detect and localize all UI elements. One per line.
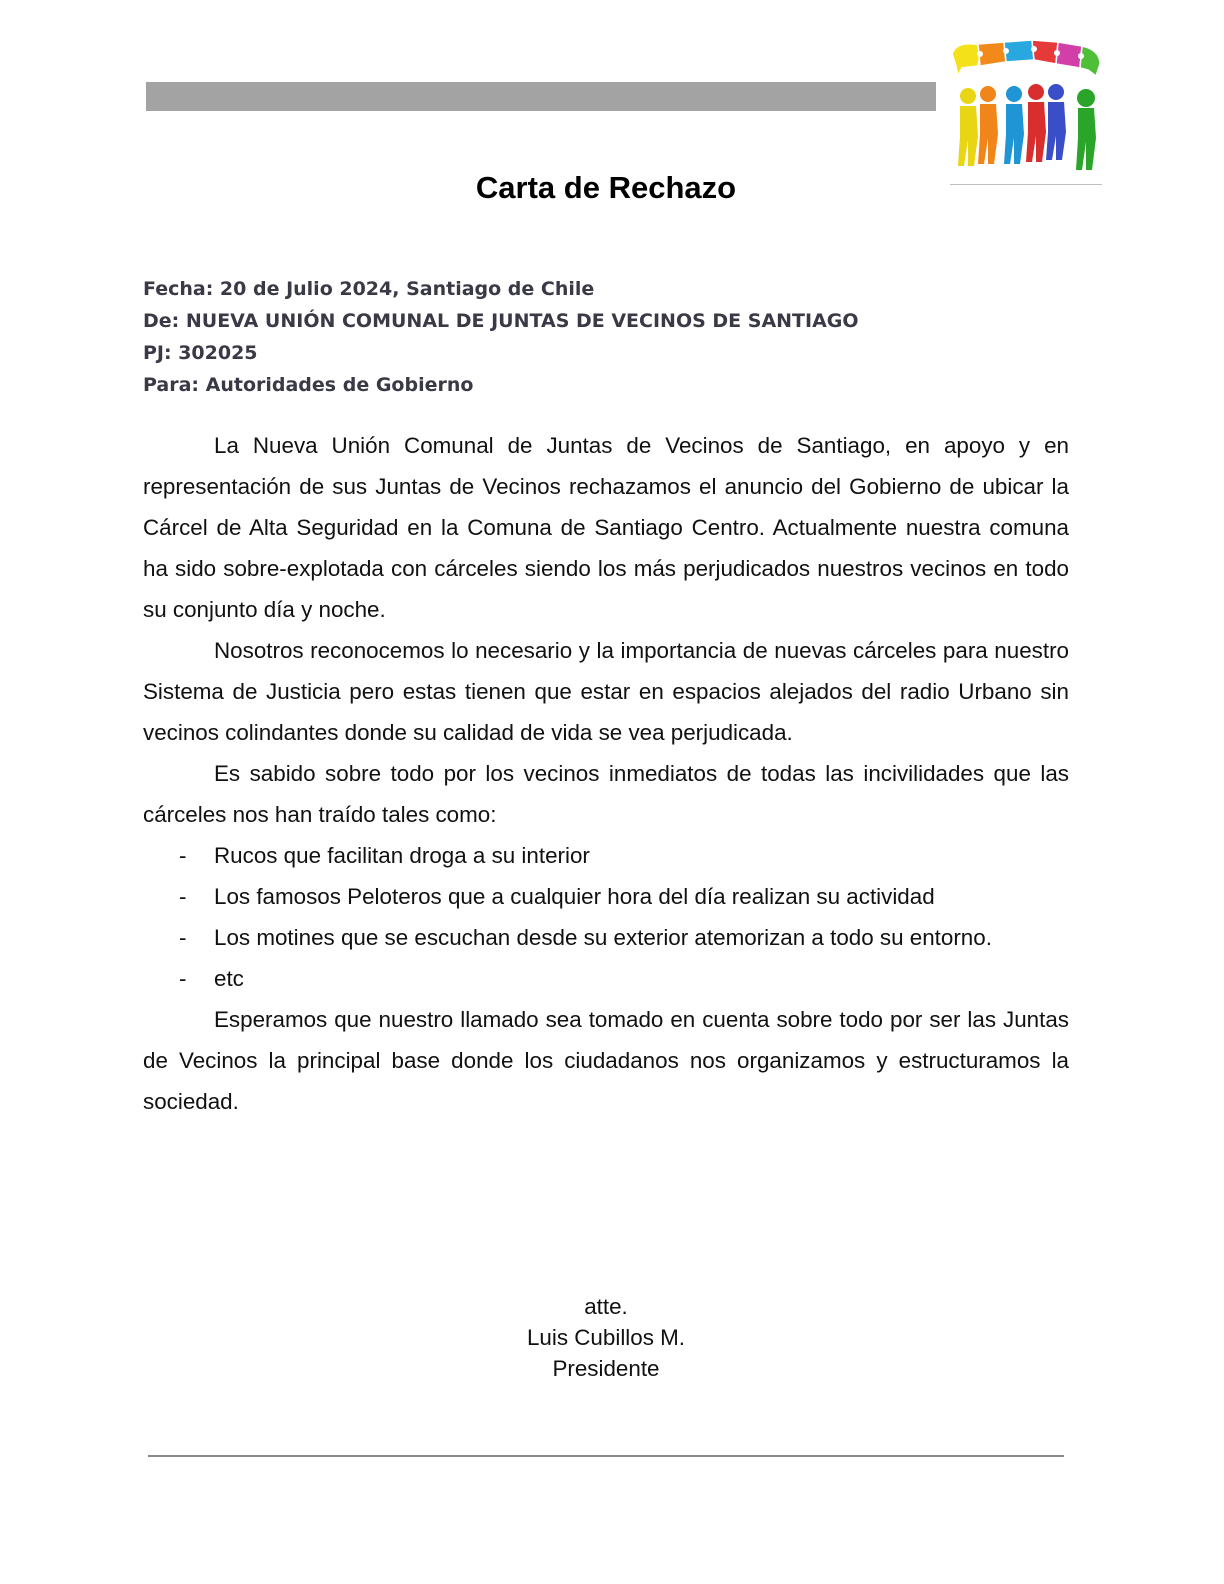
footer-divider [148,1455,1064,1457]
bullet-marker: - [179,925,187,950]
signer-name: Luis Cubillos M. [526,1325,686,1350]
signer-role: Presidente [552,1356,660,1381]
paragraph-2: Nosotros reconocemos lo necesario y la importancia de nuevas cárceles para nuestro Sistema de Justicia pero estas tienen que estar en espacios alejados del radio Urbano sin vecinos colindantes donde su calidad de vida se vea perjudicada. [143,638,1069,745]
list-item-text: Rucos que facilitan droga a su interior [214,843,590,868]
puzzle-people-group-icon [948,36,1104,176]
paragraph-4: Esperamos que nuestro llamado sea tomado en cuenta sobre todo por ser las Juntas de Vecinos la principal base donde los ciudadanos nos organizamos y estructuramos la sociedad. [143,1007,1069,1114]
sender-line: De: NUEVA UNIÓN COMUNAL DE JUNTAS DE VECINOS DE SANTIAGO [143,310,859,332]
letter-header-info [143,273,1043,401]
list-item [143,917,1069,958]
date-line: Fecha: 20 de Julio 2024, Santiago de Chile [143,278,595,300]
list-item-text: etc [214,966,244,991]
list-item-text: Los famosos Peloteros que a cualquier hora del día realizan su actividad [214,884,935,909]
letter-body [143,425,1069,1122]
bullet-marker: - [179,884,187,909]
paragraph-1: La Nueva Unión Comunal de Juntas de Vecinos de Santiago, en apoyo y en representación de sus Juntas de Vecinos rechazamos el anuncio del Gobierno de ubicar la Cárcel de Alta Seguridad en la Comuna de Santiago Centro. Actualmente nuestra comuna ha sido sobre-explotada con cárceles siendo los más perjudicados nuestros vecinos en todo su conjunto día y noche. [143,433,1069,622]
recipient-line: Para: Autoridades de Gobierno [143,374,474,396]
header-bar [146,82,936,111]
bullet-marker: - [179,966,187,991]
closing: atte. [584,1294,628,1319]
signature-block [0,1291,1212,1384]
list-item [143,876,1069,917]
list-item [143,958,1069,999]
page-title: Carta de Rechazo [475,170,737,205]
bullet-marker: - [179,843,187,868]
list-item-text: Los motines que se escuchan desde su exterior atemorizan a todo su entorno. [214,925,992,950]
pj-line: PJ: 302025 [143,342,258,364]
incivilities-list [143,835,1069,999]
list-item [143,835,1069,876]
paragraph-3: Es sabido sobre todo por los vecinos inmediatos de todas las incivilidades que las cárceles nos han traído tales como: [143,761,1069,827]
